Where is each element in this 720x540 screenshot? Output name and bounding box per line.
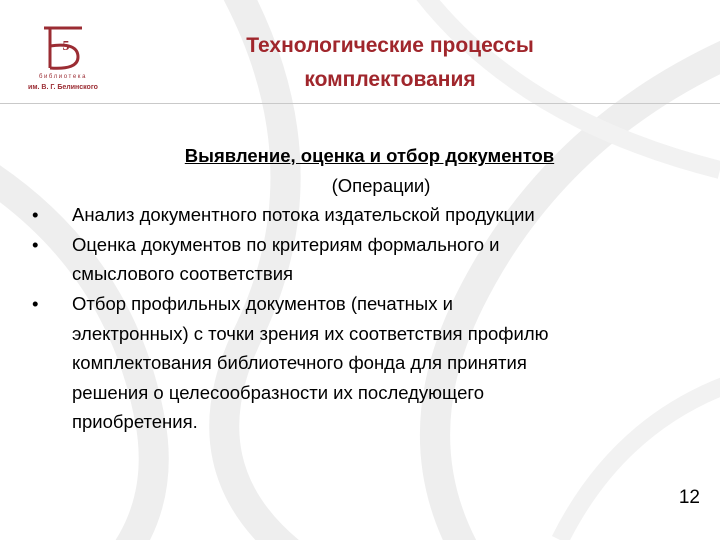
slide-title-line2: комплектования	[304, 68, 476, 91]
bullet-text-line: комплектования библиотечного фонда для принятия	[72, 352, 527, 374]
bullet-marker: •	[32, 233, 39, 255]
bullet-text-line: Оценка документов по критериям формального и	[72, 233, 500, 255]
slide-content	[28, 141, 708, 437]
bullet-text-line: Анализ документного потока издательской продукции	[72, 204, 535, 226]
bullet-item	[28, 230, 708, 289]
header-divider	[0, 103, 720, 104]
bullet-text-line: приобретения.	[72, 411, 198, 433]
bullet-text-line: смыслового соответствия	[72, 263, 294, 285]
logo-text-line1: библиотека	[38, 74, 88, 80]
slide-title	[150, 29, 630, 97]
logo-text-line2: им. В. Г. Белинского	[28, 84, 98, 91]
slide-subtitle: Выявление, оценка и отбор документов	[184, 145, 555, 166]
slide-title-line1: Технологические процессы	[246, 34, 534, 57]
bullet-item	[28, 200, 708, 230]
library-logo	[20, 22, 106, 100]
svg-text:5: 5	[62, 39, 70, 54]
bullet-text-line: решения о целесообразности их последующего	[72, 381, 484, 403]
logo-emblem-icon	[20, 22, 106, 74]
bullet-text-line: электронных) с точки зрения их соответствия профилю	[72, 322, 549, 344]
bullet-marker: •	[32, 292, 39, 314]
page-number: 12	[678, 487, 700, 508]
bullet-text-line: Отбор профильных документов (печатных и	[72, 292, 453, 314]
bullet-item	[28, 289, 708, 437]
bullet-marker: •	[32, 204, 39, 226]
bullet-list	[28, 200, 708, 437]
operations-label: (Операции)	[331, 174, 431, 196]
